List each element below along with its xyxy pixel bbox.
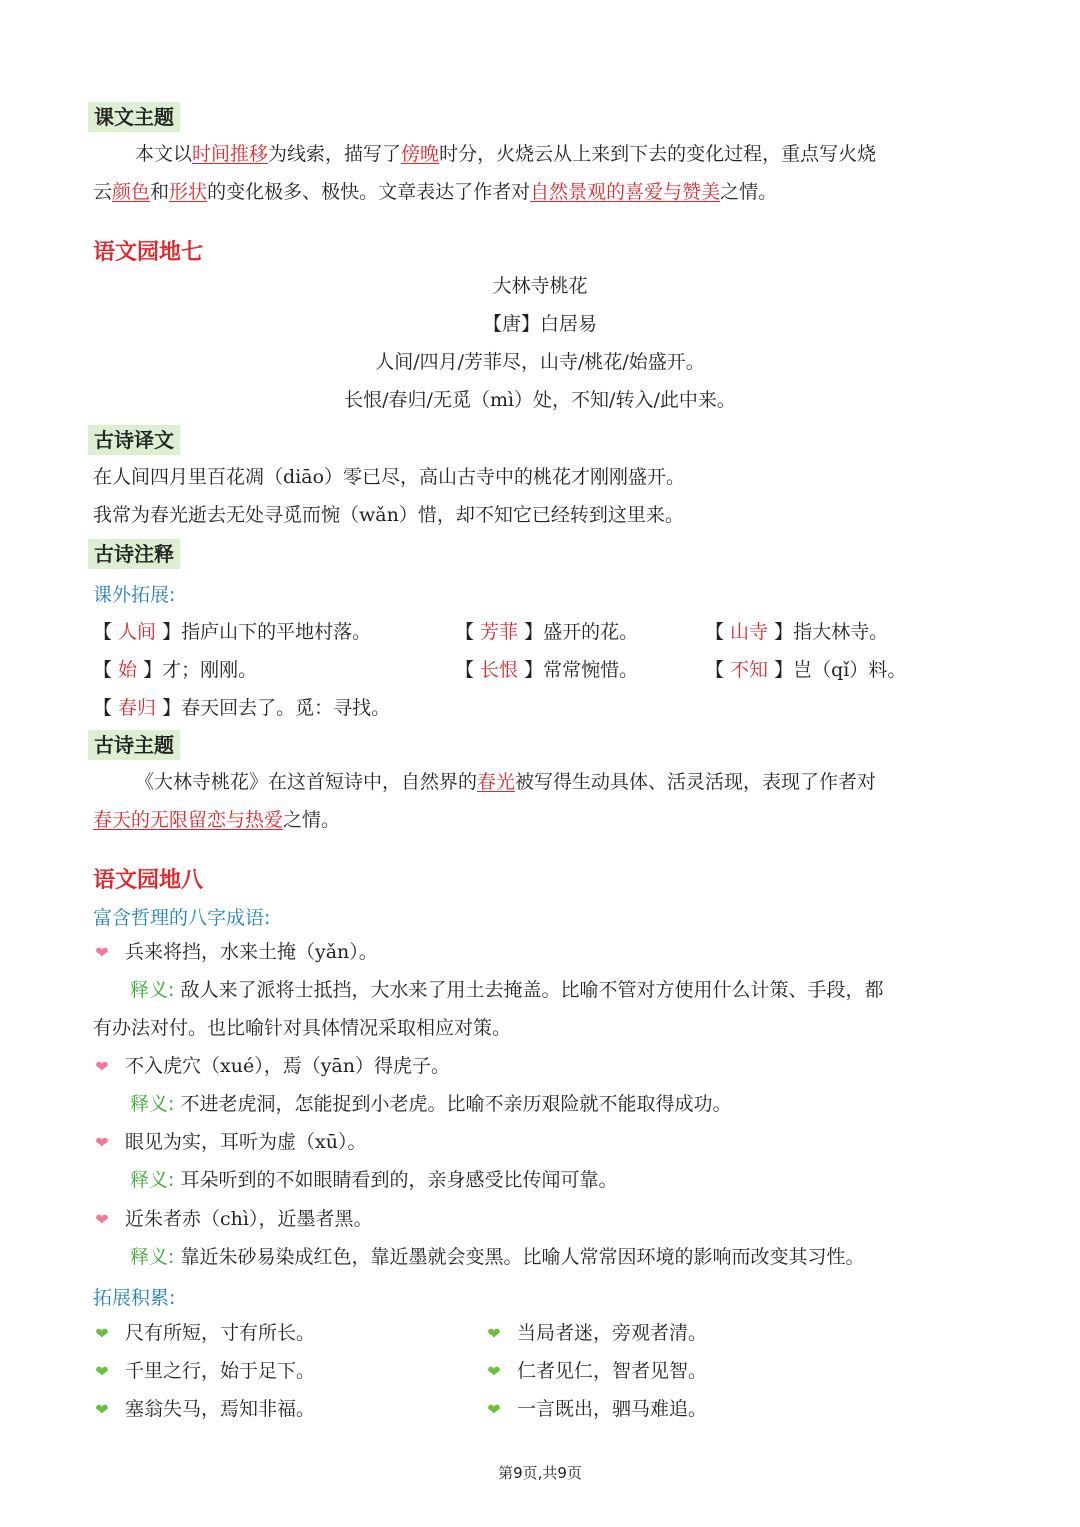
saying-item: ❤ 一言既出，驷马难追。 (485, 1396, 707, 1423)
idiom-explanation: 释义: 耳朵听到的不如眼睛看到的，亲身感受比传闻可靠。 (130, 1169, 618, 1191)
green-heart-icon: ❤ (487, 1400, 501, 1419)
lesson-theme-line-1: 本文以时间推移为线索，描写了傍晚时分，火烧云从上来到下去的变化过程，重点写火烧 (135, 143, 877, 165)
pink-heart-icon: ❤ (95, 943, 109, 962)
idiom-item: ❤ 眼见为实，耳听为虚（xū）。 (93, 1129, 366, 1156)
section-label-translation: 古诗译文 (88, 425, 180, 455)
saying-item: ❤ 仁者见仁，智者见智。 (485, 1358, 707, 1385)
section-title-garden-7: 语文园地七 (93, 240, 204, 265)
translation-line-2: 我常为春光逝去无处寻觅而惋（wǎn）惜，却不知它已经转到这里来。 (93, 504, 684, 526)
poem-title: 大林寺桃花 (492, 275, 588, 297)
poem-theme-line-1: 《大林寺桃花》在这首短诗中，自然界的春光被写得生动具体、活灵活现，表现了作者对 (135, 771, 877, 793)
poem-theme-line-2: 春天的无限留恋与热爱之情。 (93, 809, 341, 831)
idiom-explanation: 释义: 靠近朱砂易染成红色，靠近墨就会变黑。比喻人常常因环境的影响而改变其习性。 (130, 1246, 865, 1268)
idiom-explanation-cont: 有办法对付。也比喻针对具体情况采取相应对策。 (93, 1017, 512, 1039)
green-heart-icon: ❤ (95, 1400, 109, 1419)
green-heart-icon: ❤ (95, 1362, 109, 1381)
pink-heart-icon: ❤ (95, 1057, 109, 1076)
accumulation-label: 拓展积累: (93, 1287, 176, 1309)
green-heart-icon: ❤ (95, 1324, 109, 1343)
poem-line-2: 长恨/春归/无觅（mì）处，不知/转入/此中来。 (344, 389, 736, 411)
green-heart-icon: ❤ (487, 1362, 501, 1381)
idiom-label: 富含哲理的八字成语: (93, 907, 271, 929)
green-heart-icon: ❤ (487, 1324, 501, 1343)
saying-item: ❤ 塞翁失马，焉知非福。 (93, 1396, 315, 1423)
page-number: 第9页,共9页 (498, 1464, 582, 1482)
poem-author: 【唐】白居易 (482, 313, 597, 335)
note-item: 【 春归 】春天回去了。觅：寻找。 (93, 697, 391, 719)
lesson-theme-line-2: 云颜色和形状的变化极多、极快。文章表达了作者对自然景观的喜爱与赞美之情。 (93, 181, 778, 203)
saying-item: ❤ 当局者迷，旁观者清。 (485, 1320, 707, 1347)
pink-heart-icon: ❤ (95, 1133, 109, 1152)
note-item: 【 山寺 】指大林寺。 (705, 621, 889, 643)
note-item: 【 不知 】岂（qǐ）料。 (705, 659, 907, 681)
note-item: 【 芳菲 】盛开的花。 (455, 621, 639, 643)
idiom-explanation: 释义: 敌人来了派将士抵挡，大水来了用土去掩盖。比喻不管对方使用什么计策、手段，都 (130, 979, 884, 1001)
idiom-explanation: 释义: 不进老虎洞，怎能捉到小老虎。比喻不亲历艰险就不能取得成功。 (130, 1093, 732, 1115)
translation-line-1: 在人间四月里百花凋（diāo）零已尽，高山古寺中的桃花才刚刚盛开。 (93, 466, 686, 488)
note-item: 【 长恨 】常常惋惜。 (455, 659, 639, 681)
saying-item: ❤ 千里之行，始于足下。 (93, 1358, 315, 1385)
section-title-garden-8: 语文园地八 (93, 868, 204, 893)
poem-line-1: 人间/四月/芳菲尽，山寺/桃花/始盛开。 (375, 351, 705, 373)
idiom-item: ❤ 近朱者赤（chì），近墨者黑。 (93, 1206, 372, 1233)
note-item: 【 人间 】指庐山下的平地村落。 (93, 621, 372, 643)
idiom-item: ❤ 不入虎穴（xué），焉（yān）得虎子。 (93, 1053, 450, 1080)
saying-item: ❤ 尺有所短，寸有所长。 (93, 1320, 315, 1347)
pink-heart-icon: ❤ (95, 1210, 109, 1229)
section-label-lesson-theme: 课文主题 (88, 102, 180, 132)
note-item: 【 始 】才；刚刚。 (93, 659, 258, 681)
idiom-item: ❤ 兵来将挡，水来土掩（yǎn）。 (93, 939, 378, 966)
section-label-poem-theme: 古诗主题 (88, 730, 180, 760)
extension-label: 课外拓展: (93, 584, 176, 606)
section-label-notes: 古诗注释 (88, 539, 180, 569)
